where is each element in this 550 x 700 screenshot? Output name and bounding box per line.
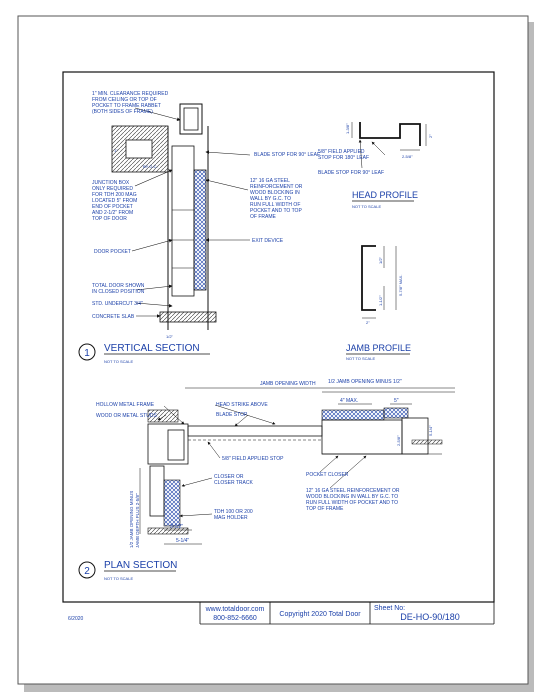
plan-vertical-dim: 1/2 JAMB OPENING MINUS JAMB DEPTH PLUS 2-5/8"	[129, 490, 140, 548]
head-profile-title: HEAD PROFILE	[352, 190, 419, 200]
dim-3-12: 3-1/2"	[170, 524, 184, 530]
dim-5-14b: 5-1/4"	[176, 538, 190, 544]
dim-1in: 1"	[114, 148, 118, 153]
exit-device-note: EXIT DEVICE	[252, 238, 284, 244]
jamb-dim-2: 1-1/2"	[378, 295, 383, 306]
head-dim-a: 1-3/8"	[345, 123, 350, 134]
sheet-number: DE-HO-90/180	[400, 612, 460, 622]
ps-scale: NOT TO SCALE	[104, 576, 134, 581]
copyright: Copyright 2020 Total Door	[279, 611, 361, 618]
sheet-label: Sheet No:	[374, 605, 406, 612]
undercut-note: STD. UNDERCUT 3/4"	[92, 301, 143, 307]
door-pocket-note: DOOR POCKET	[94, 249, 131, 255]
vs-reinforcement-note: 12" 16 GA STEEL REINFORCEMENT OR WOOD BLOCKING IN WALL BY G.C. TO RUN FULL WIDTH OF POCKET AND TO TOP OF FRAME	[250, 178, 303, 220]
phone: 800-852-6660	[213, 615, 257, 622]
jamb-profile-scale: NOT TO SCALE	[346, 356, 376, 361]
half-jamb-dim: 1/2 JAMB OPENING MINUS 1/2"	[328, 379, 402, 385]
mag-holder-note: TDH 100 OR 200 MAG HOLDER	[214, 509, 253, 521]
vs-scale: NOT TO SCALE	[104, 359, 134, 364]
plan-reinforcement-note: 12" 16 GA STEEL REINFORCEMENT OR WOOD BLOCKING IN WALL BY G.C. TO RUN FULL WIDTH OF POCKET AND TO TOP OF FRAME	[306, 488, 400, 512]
head-field-stop-note: 5/8" FIELD APPLIED STOP FOR 180° LEAF	[318, 149, 370, 161]
vertical-section-title: VERTICAL SECTION	[104, 343, 200, 354]
dim-5: 5"	[394, 398, 399, 404]
head-dim-b: 2"	[428, 134, 433, 138]
blade-stop-90-note: BLADE STOP FOR 90° LEAF	[254, 152, 321, 158]
website: www.totaldoor.com	[205, 606, 265, 613]
jamb-dim-4: 2"	[366, 320, 370, 325]
jamb-dim-1: 1/2"	[378, 257, 383, 264]
section-2-number: 2	[84, 566, 90, 577]
hollow-frame-note: HOLLOW METAL FRAME	[96, 402, 155, 408]
pocket-closer-note: POCKET CLOSER	[306, 472, 349, 478]
dim-4max: 4" MAX.	[340, 398, 359, 404]
plan-section-title: PLAN SECTION	[104, 560, 178, 571]
junction-box-note: JUNCTION BOX ONLY REQUIRED FOR TDH 200 MAG LOCATED 5" FROM END OF POCKET AND 2-1/2" FROM TOP OF DOOR	[92, 180, 138, 222]
section-1-number: 1	[84, 348, 90, 359]
clearance-note: 1" MIN. CLEARANCE REQUIRED FROM CEILING OR TOP OF POCKET TO FRAME RABBET (BOTH SIDES OF FRAME)	[92, 91, 169, 115]
wood-studs-note: WOOD OR METAL STUDS	[96, 413, 157, 419]
dim-half: 1/2"	[166, 334, 173, 339]
slab-note: CONCRETE SLAB	[92, 314, 135, 320]
head-blade-stop-note: BLADE STOP FOR 90° LEAF	[318, 170, 385, 176]
jamb-profile-title: JAMB PROFILE	[346, 343, 412, 353]
head-dim-c: 2-5/8"	[402, 154, 413, 159]
sheet-date: 6/2020	[68, 616, 84, 622]
plan-blade-stop-note: BLADE STOP	[216, 412, 248, 418]
total-door-note: TOTAL DOOR SHOWN IN CLOSED POSITION	[92, 283, 145, 295]
dim-5-14a: 5-1/4"	[428, 425, 433, 436]
by-gc-label: BY G.C.	[143, 164, 158, 169]
closer-note: CLOSER OR CLOSER TRACK	[214, 474, 253, 486]
jamb-width-dim: JAMB OPENING WIDTH	[260, 381, 316, 387]
head-profile-scale: NOT TO SCALE	[352, 204, 382, 209]
jamb-dim-3: 5-7/8" MAX.	[398, 274, 403, 296]
head-strike-note: HEAD STRIKE ABOVE	[216, 402, 268, 408]
dim-2-58: 2-5/8"	[396, 435, 401, 446]
plan-field-stop-note: 5/8" FIELD APPLIED STOP	[222, 456, 284, 462]
